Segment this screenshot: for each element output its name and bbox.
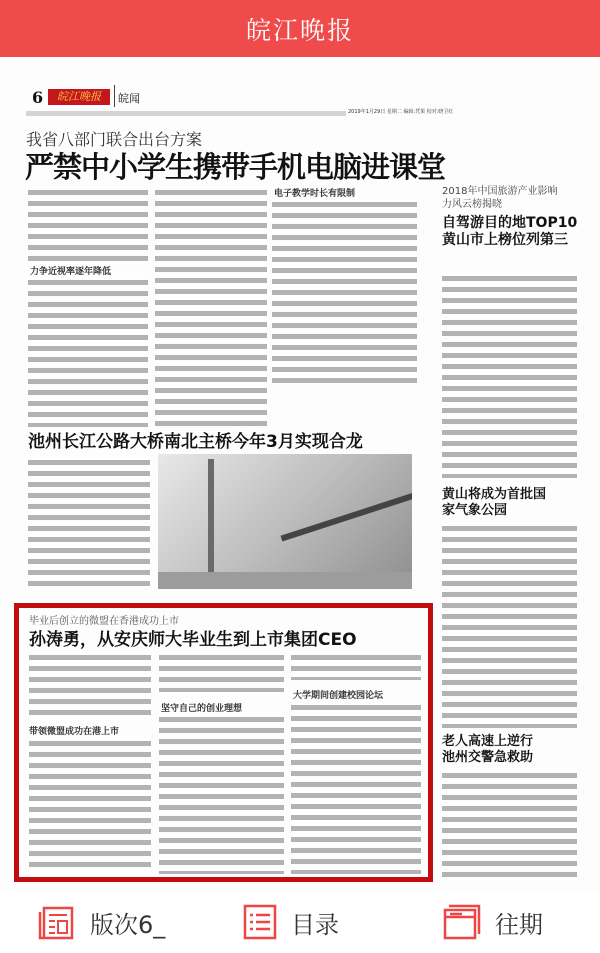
lead-headline: 严禁中小学生携带手机电脑进课堂 bbox=[25, 150, 446, 184]
body-text bbox=[442, 273, 577, 478]
app-header bbox=[0, 0, 600, 57]
body-text bbox=[159, 652, 284, 692]
bridge-deck bbox=[280, 493, 412, 542]
lead-subhead: 电子教学时长有限制 bbox=[274, 189, 356, 199]
body-text bbox=[29, 738, 151, 873]
featured-subhead: 带领微盟成功在港上市 bbox=[29, 727, 120, 737]
body-text bbox=[442, 770, 577, 880]
dateline: 2019年1月29日 星期二 编辑:凭果 校对:晓卫红 bbox=[348, 109, 454, 115]
body-text bbox=[291, 702, 421, 874]
nav-archive-label: 往期 bbox=[495, 910, 543, 939]
list-icon bbox=[243, 902, 277, 942]
header-rule bbox=[26, 111, 346, 116]
nav-edition-button[interactable] bbox=[38, 902, 165, 942]
body-text bbox=[155, 187, 267, 427]
right-mid-headline: 黄山将成为首批国家气象公园 bbox=[442, 487, 547, 518]
featured-article-highlight[interactable] bbox=[14, 603, 433, 882]
lead-kicker: 我省八部门联合出台方案 bbox=[26, 130, 203, 149]
nav-contents-label: 目录 bbox=[291, 910, 339, 939]
body-text bbox=[272, 199, 417, 384]
bridge-photo bbox=[158, 454, 412, 589]
river bbox=[158, 572, 412, 589]
bottom-nav bbox=[0, 890, 600, 953]
nav-edition-label: 版次6_ bbox=[90, 910, 166, 939]
bridge-headline: 池州长江公路大桥南北主桥今年3月实现合龙 bbox=[28, 432, 363, 452]
bridge-tower bbox=[208, 459, 214, 584]
lead-subhead: 力争近视率逐年降低 bbox=[30, 267, 112, 277]
body-text bbox=[28, 187, 148, 262]
body-text bbox=[29, 652, 151, 720]
archive-icon bbox=[443, 902, 481, 942]
featured-subhead: 大学期间创建校园论坛 bbox=[293, 691, 384, 701]
featured-subhead: 坚守自己的创业理想 bbox=[161, 704, 243, 714]
featured-headline: 孙涛勇，从安庆师大毕业生到上市集团CEO bbox=[29, 630, 357, 650]
right-bottom-headline: 老人高速上逆行 池州交警急救助 bbox=[442, 734, 534, 765]
right-top-kicker: 2018年中国旅游产业影响力风云榜揭晓 bbox=[442, 186, 558, 210]
right-top-headline: 自驾游目的地TOP10 黄山市上榜位列第三 bbox=[442, 215, 582, 249]
page-number: 6 bbox=[32, 88, 44, 107]
body-text bbox=[159, 714, 284, 874]
newspaper-icon bbox=[38, 902, 76, 942]
body-text bbox=[28, 457, 150, 592]
nav-archive-button[interactable] bbox=[443, 902, 543, 942]
featured-kicker: 毕业后创立的微盟在香港成功上市 bbox=[29, 616, 179, 627]
nav-contents-button[interactable] bbox=[243, 902, 339, 942]
masthead-logo: 皖江晚报 bbox=[48, 89, 110, 105]
app-title: 皖江晚报 bbox=[245, 15, 354, 45]
body-text bbox=[442, 523, 577, 728]
masthead-divider bbox=[114, 85, 115, 107]
section-label: 皖闻 bbox=[118, 92, 140, 105]
body-text bbox=[28, 277, 148, 427]
body-text bbox=[291, 652, 421, 680]
